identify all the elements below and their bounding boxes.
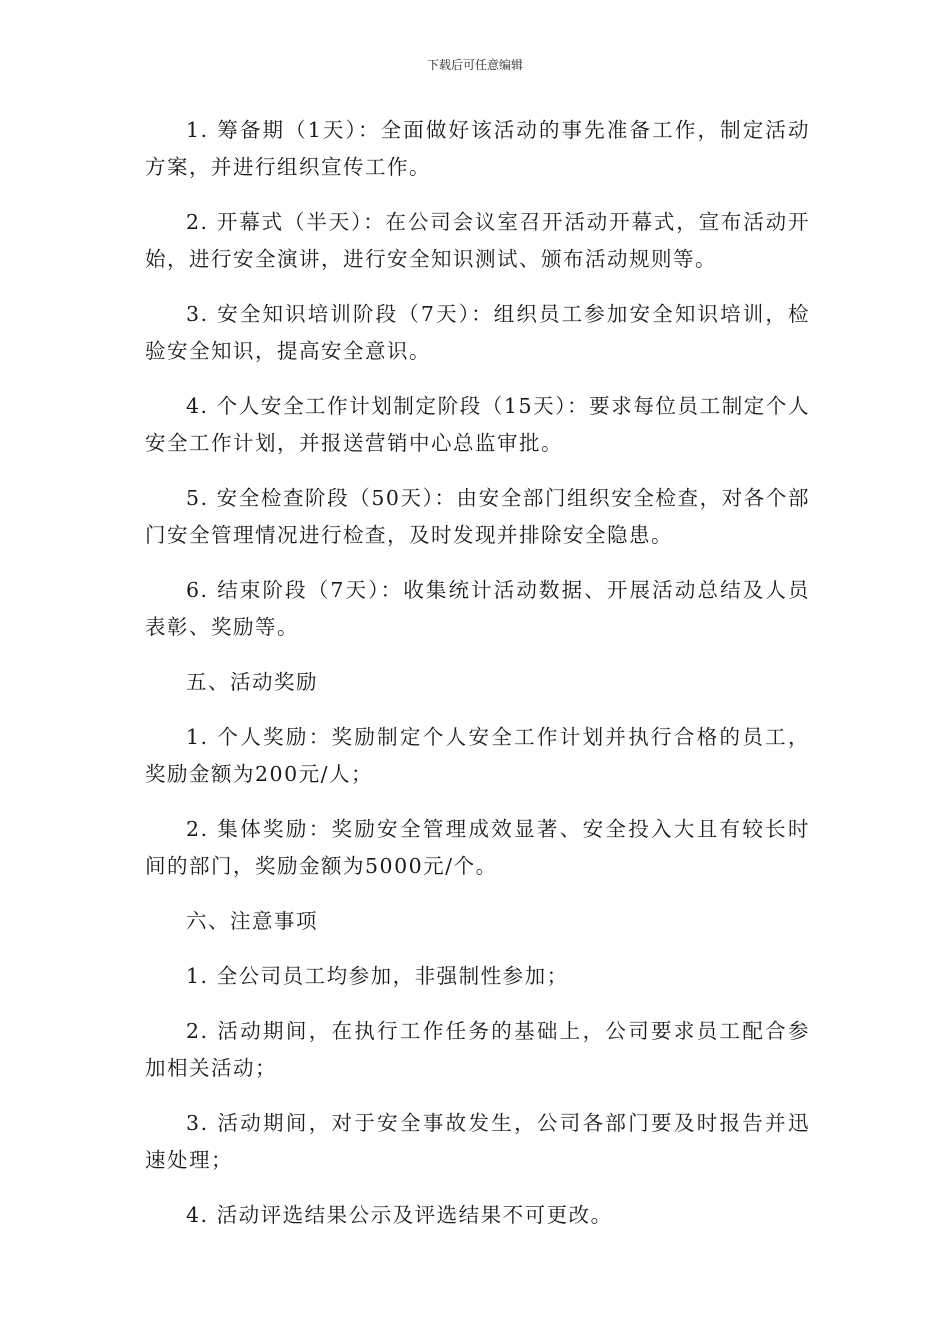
section-heading-rewards: 五、活动奖励 bbox=[186, 670, 318, 694]
schedule-item-2: 2. 开幕式（半天）：在公司会议室召开活动开幕式，宣布活动开始，进行安全演讲，进行安全知识测试、颁布活动规则等。 bbox=[145, 210, 810, 271]
note-item-2: 2. 活动期间，在执行工作任务的基础上，公司要求员工配合参加相关活动； bbox=[145, 1019, 810, 1080]
schedule-item-3: 3. 安全知识培训阶段（7天）：组织员工参加安全知识培训，检验安全知识，提高安全意识。 bbox=[145, 302, 810, 363]
schedule-item-5: 5. 安全检查阶段（50天）：由安全部门组织安全检查，对各个部门安全管理情况进行检查，及时发现并排除安全隐患。 bbox=[145, 486, 810, 547]
reward-item-2: 2. 集体奖励：奖励安全管理成效显著、安全投入大且有较长时间的部门，奖励金额为5000元/个。 bbox=[145, 817, 810, 878]
schedule-item-6: 6. 结束阶段（7天）：收集统计活动数据、开展活动总结及人员表彰、奖励等。 bbox=[145, 578, 810, 639]
note-item-3: 3. 活动期间，对于安全事故发生，公司各部门要及时报告并迅速处理； bbox=[145, 1111, 810, 1172]
page-header: 下载后可任意编辑 bbox=[426, 58, 523, 72]
document-body bbox=[145, 112, 810, 1252]
note-item-4: 4. 活动评选结果公示及评选结果不可更改。 bbox=[186, 1203, 613, 1227]
reward-item-1: 1. 个人奖励：奖励制定个人安全工作计划并执行合格的员工，奖励金额为200元/人； bbox=[145, 725, 810, 786]
note-item-1: 1. 全公司员工均参加，非强制性参加； bbox=[186, 964, 569, 988]
schedule-item-1: 1. 筹备期（1天）：全面做好该活动的事先准备工作，制定活动方案，并进行组织宣传工作。 bbox=[145, 118, 810, 179]
section-heading-notes: 六、注意事项 bbox=[186, 909, 318, 933]
schedule-item-4: 4. 个人安全工作计划制定阶段（15天）：要求每位员工制定个人安全工作计划，并报送营销中心总监审批。 bbox=[145, 394, 810, 455]
